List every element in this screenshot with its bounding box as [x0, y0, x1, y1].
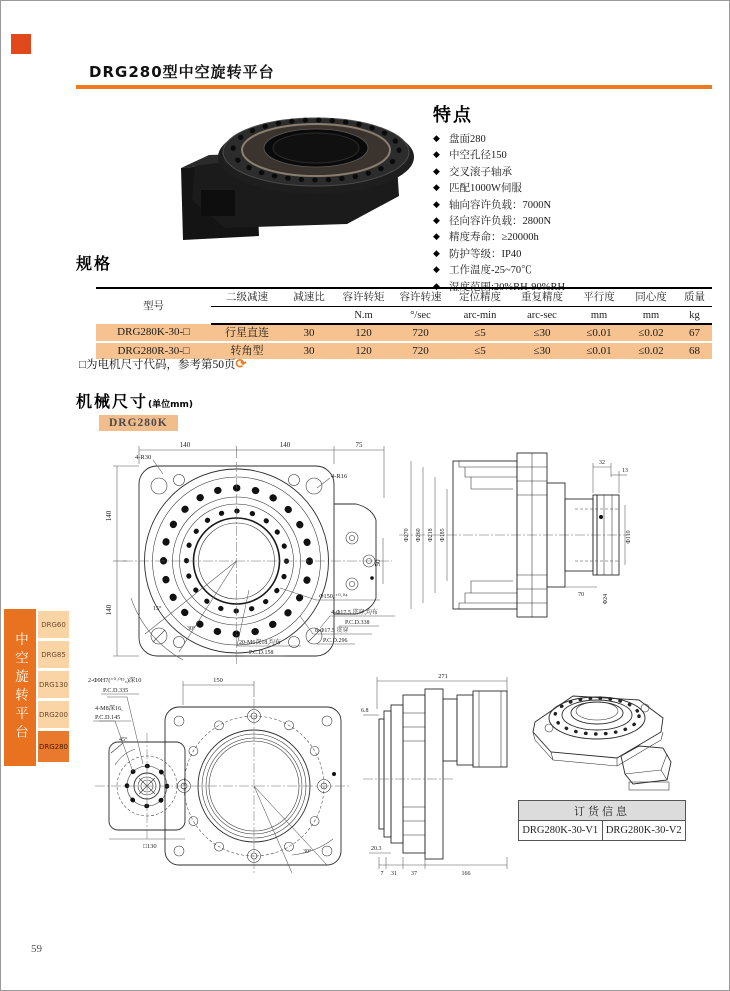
model-label: DRG280K — [99, 415, 178, 431]
cell: DRG280K-30-□ — [96, 324, 211, 342]
dim-label: P.C.D.338 — [345, 620, 370, 626]
dim-label: 31 — [391, 871, 397, 877]
col-header-model: 型号 — [143, 301, 164, 312]
dim-label: 150 — [213, 677, 223, 684]
table-row — [96, 324, 712, 342]
cell: ≤0.02 — [625, 342, 677, 359]
diamond-bullet-icon: ◆ — [433, 165, 440, 176]
features-panel — [433, 101, 713, 295]
col-header: 同心度 — [625, 288, 677, 307]
cell: 30 — [283, 342, 335, 359]
dim-label: 4-R30 — [135, 454, 152, 461]
side-view-drawing — [397, 447, 635, 625]
dim-label: 140 — [179, 441, 191, 449]
feature-item: ◆ 匹配1000W伺服 — [433, 182, 522, 195]
unit-cell: mm — [573, 307, 625, 325]
ordering-option: DRG280K-30-V1 — [519, 821, 603, 841]
cell: 68 — [677, 342, 712, 359]
unit-cell: kg — [677, 307, 712, 325]
ordering-table — [518, 800, 686, 841]
dim-label: 166 — [461, 871, 471, 877]
col-header: 定位精度 — [449, 288, 511, 307]
feature-item: ◆ 交叉滚子轴承 — [433, 165, 512, 178]
sidebar-item-drg280[interactable]: DRG280 — [38, 731, 69, 762]
diamond-bullet-icon: ◆ — [433, 231, 440, 242]
diamond-bullet-icon: ◆ — [433, 247, 440, 258]
dim-label: 30° — [303, 849, 312, 855]
unit-cell: N.m — [335, 307, 392, 325]
col-header: 减速比 — [283, 288, 335, 307]
feature-item: ◆ 中空孔径150 — [433, 149, 507, 162]
cell: 720 — [392, 342, 449, 359]
dim-label: 140 — [105, 510, 113, 522]
title-rule — [76, 85, 712, 89]
sidebar-series-tab[interactable] — [4, 609, 36, 766]
dim-label: 15° — [153, 606, 162, 612]
cell: 120 — [335, 324, 392, 342]
ordering-heading: 订货信息 — [519, 801, 686, 821]
cell: ≤30 — [511, 324, 573, 342]
feature-item: ◆ 湿度范围:20%RH-90%RH — [433, 280, 566, 293]
dim-label: P.C.D.145 — [95, 714, 121, 721]
dim-label: 45° — [119, 737, 128, 743]
dim-label: Φ270 — [404, 528, 410, 542]
features-list — [433, 131, 713, 295]
dims-unit-label: (单位mm) — [148, 400, 193, 410]
col-header: 容许转矩 — [335, 288, 392, 307]
sidebar-item-drg130[interactable]: DRG130 — [38, 671, 69, 698]
spec-table — [96, 287, 712, 359]
diamond-bullet-icon: ◆ — [433, 215, 440, 226]
specs-heading: 规格 — [76, 254, 113, 273]
dim-label: 271 — [438, 673, 448, 680]
cell: 转角型 — [211, 342, 283, 359]
dim-label: 50 — [374, 559, 382, 567]
front-view-drawing — [87, 438, 399, 668]
diamond-bullet-icon: ◆ — [433, 182, 440, 193]
dim-label: 20-M6深18,均布 — [239, 640, 281, 646]
cell: ≤0.01 — [573, 342, 625, 359]
cell: 120 — [335, 342, 392, 359]
dim-label: 4-M8深16, — [95, 705, 123, 712]
unit-cell — [283, 307, 335, 325]
feature-item: ◆ 防护等级：IP40 — [433, 247, 522, 260]
dim-label: 4-Φ17.5 贯穿,均布 — [331, 610, 378, 616]
dim-label: 13 — [622, 468, 628, 474]
dim-label: 4-R16 — [331, 473, 348, 480]
feature-item: ◆ 径向容许负载：2800N — [433, 215, 552, 228]
dim-label: Φ24 — [603, 593, 609, 605]
diamond-bullet-icon: ◆ — [433, 133, 440, 143]
sidebar-series-label: 中空旋转平台 — [12, 632, 28, 743]
feature-item: ◆ 盘面280 — [433, 133, 486, 145]
feature-item: ◆ 轴向容许负载：7000N — [433, 198, 552, 211]
dim-label: Φ110 — [626, 530, 632, 544]
dim-label: □130 — [143, 843, 157, 850]
col-header: 二级减速 — [211, 288, 283, 307]
page-title: DRG280型中空旋转平台 — [89, 63, 275, 81]
cell: 720 — [392, 324, 449, 342]
refresh-icon: ⟳ — [235, 356, 247, 371]
col-header: 平行度 — [573, 288, 625, 307]
dim-label: 30° — [187, 626, 196, 632]
dim-label: 20.3 — [371, 846, 382, 852]
dim-label: P.C.D.158 — [249, 650, 274, 656]
dim-label: 140 — [105, 604, 113, 616]
dim-label: 32 — [599, 460, 605, 466]
corner-mark — [11, 34, 31, 54]
dim-label: 6.8 — [361, 708, 369, 714]
col-header: 重复精度 — [511, 288, 573, 307]
dim-label: Φ260 — [416, 528, 422, 542]
ordering-option: DRG280K-30-V2 — [602, 821, 686, 841]
dim-label: P.C.D.296 — [323, 638, 348, 644]
cell: ≤30 — [511, 342, 573, 359]
unit-cell — [211, 307, 283, 325]
dim-label: 70 — [578, 592, 584, 598]
dim-label: Φ150₀⁺⁰·⁰⁴ — [319, 593, 348, 600]
diamond-bullet-icon: ◆ — [433, 198, 440, 209]
dim-label: Φ218 — [428, 528, 434, 542]
sidebar-item-drg200[interactable]: DRG200 — [38, 701, 69, 728]
dim-label: Φ185 — [440, 528, 446, 542]
diamond-bullet-icon: ◆ — [433, 149, 440, 160]
unit-cell: arc-min — [449, 307, 511, 325]
isometric-view-drawing — [521, 666, 706, 794]
dim-label: 37 — [411, 871, 417, 877]
bottom-view-drawing — [87, 669, 357, 879]
col-header: 质量 — [677, 288, 712, 307]
cell: ≤0.02 — [625, 324, 677, 342]
dim-label: P.C.D.335 — [103, 687, 129, 694]
product-photo — [161, 94, 421, 246]
sidebar-item-drg60[interactable]: DRG60 — [38, 611, 69, 638]
features-heading: 特点 — [433, 105, 473, 126]
unit-cell: mm — [625, 307, 677, 325]
page-number: 59 — [31, 943, 42, 955]
cell: ≤5 — [449, 342, 511, 359]
cell: ≤5 — [449, 324, 511, 342]
cell: DRG280R-30-□ — [96, 342, 211, 359]
section-view-drawing — [355, 669, 519, 879]
cell: 67 — [677, 324, 712, 342]
table-header-row — [96, 288, 712, 307]
cell: 行星直连 — [211, 324, 283, 342]
dims-heading: 机械尺寸(单位mm) — [76, 392, 193, 411]
dim-label: 140 — [279, 441, 291, 449]
dim-label: 75 — [355, 441, 363, 449]
dim-label: 7 — [380, 871, 384, 877]
diamond-bullet-icon: ◆ — [433, 280, 440, 291]
dim-label: 2-Φ9H7(⁺⁰·⁰¹⁵₀)深10 — [88, 677, 142, 684]
diamond-bullet-icon: ◆ — [433, 264, 440, 275]
spec-note: □为电机尺寸代码，参考第50页⟳ — [79, 356, 247, 371]
dim-label: 8-Φ17.5 贯穿 — [315, 628, 349, 634]
cell: 30 — [283, 324, 335, 342]
sidebar-item-drg85[interactable]: DRG85 — [38, 641, 69, 668]
feature-item: ◆ 精度寿命：≥20000h — [433, 231, 539, 244]
unit-cell: °/sec — [392, 307, 449, 325]
unit-cell: arc-sec — [511, 307, 573, 325]
col-header: 容许转速 — [392, 288, 449, 307]
cell: ≤0.01 — [573, 324, 625, 342]
feature-item: ◆ 工作温度-25~70℃ — [433, 264, 532, 277]
